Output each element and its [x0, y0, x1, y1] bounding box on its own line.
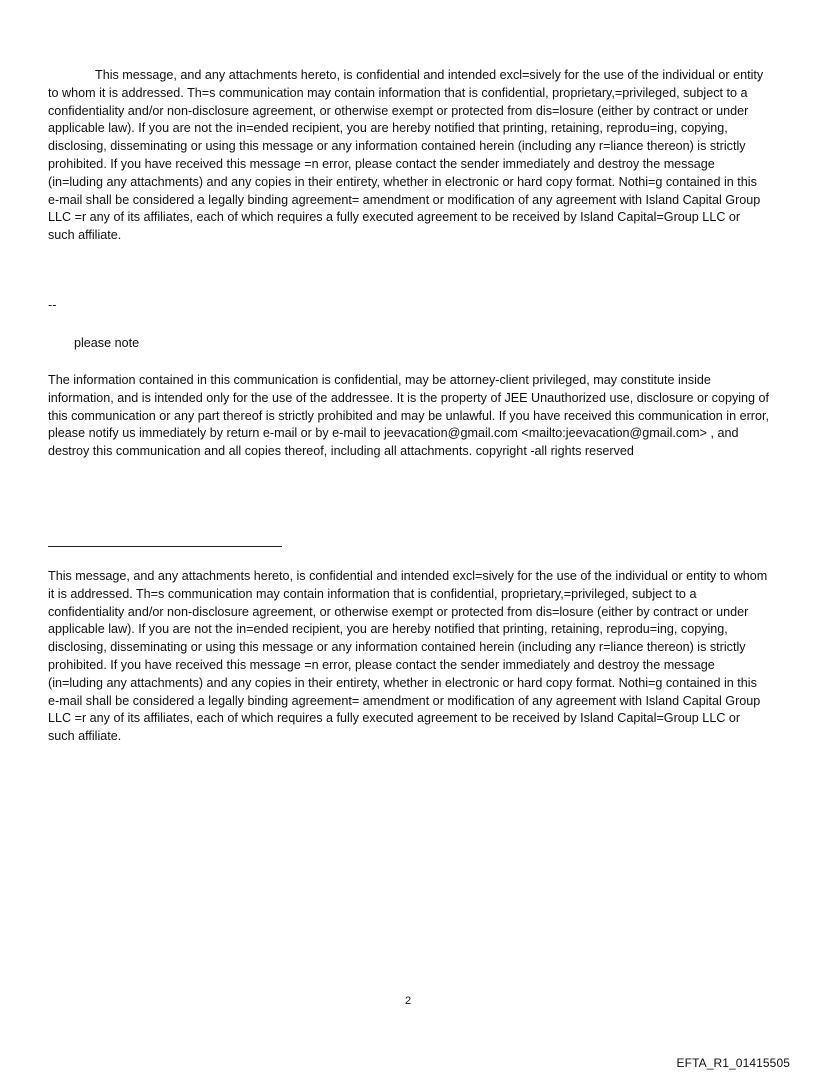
horizontal-divider	[48, 546, 282, 547]
signature-separator: --	[48, 298, 57, 312]
please-note-heading: please note	[74, 336, 140, 350]
page-number: 2	[404, 995, 412, 1007]
confidentiality-notice-paragraph: This message, and any attachments hereto, is confidential and intended excl=sively for the use of the individual or entity to whom it is addressed. Th=s communication may contain information that is confidential, proprietary,=privileged, subject to a confidentiality and/or non-disclosure agreement, or otherwise exempt or protected from dis=losure (either by contract or under applicable law). If you are not the in=ended recipient, you are hereby notified that printing, retaining, reprodu=ing, copying, disclosing, disseminating or using this message or any information contained herein (including any r=liance thereon) is strictly prohibited. If you have received this message =n error, please contact the sender immediately and destroy the message (in=luding any attachments) and any copies in their entirety, whether in electronic or hard copy format. Nothi=g contained in this e-mail shall be considered a legally binding agreement= amendment or modification of any agreement with Island Capital Group LLC =r any of its affiliates, each of which requires a fully executed agreement to be received by Island Capital=Group LLC or such affiliate.	[48, 68, 764, 243]
privilege-notice-paragraph: The information contained in this communication is confidential, may be attorney-client privileged, may constitute inside information, and is intended only for the use of the addressee. It is the property of JEE Unauthorized use, disclosure or copying of this communication or any part thereof is strictly prohibited and may be unlawful. If you have received this communication in error, please notify us immediately by return e-mail or by e-mail to jeevacation@gmail.com <mailto:jeevacation@gmail.com> , and destroy this communication and all copies thereof, including all attachments. copyright -all rights reserved	[48, 373, 770, 459]
confidentiality-notice-paragraph-repeat: This message, and any attachments hereto, is confidential and intended excl=sively for the use of the individual or entity to whom it is addressed. Th=s communication may contain information that is confidential, proprietary,=privileged, subject to a confidentiality and/or non-disclosure agreement, or otherwise exempt or protected from dis=losure (either by contract or under applicable law). If you are not the in=ended recipient, you are hereby notified that printing, retaining, reprodu=ing, copying, disclosing, disseminating or using this message or any information contained herein (including any r=liance thereon) is strictly prohibited. If you have received this message =n error, please contact the sender immediately and destroy the message (in=luding any attachments) and any copies in their entirety, whether in electronic or hard copy format. Nothi=g contained in this e-mail shall be considered a legally binding agreement= amendment or modification of any agreement with Island Capital Group LLC =r any of its affiliates, each of which requires a fully executed agreement to be received by Island Capital=Group LLC or such affiliate.	[48, 569, 768, 744]
bates-number: EFTA_R1_01415505	[676, 1056, 790, 1070]
